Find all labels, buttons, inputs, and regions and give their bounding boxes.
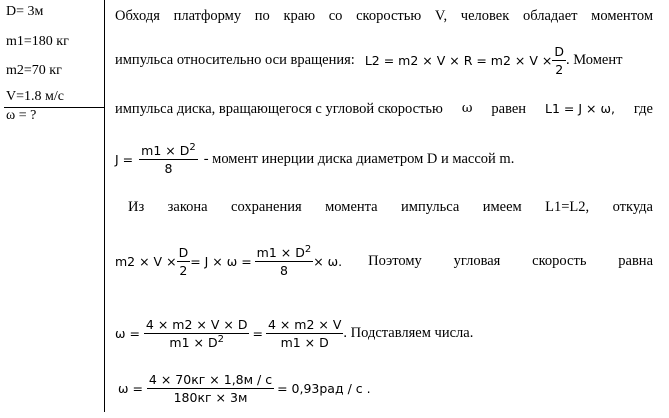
j-prefix: J = — [115, 152, 134, 167]
text-segment: импульса относительно оси вращения: — [115, 52, 355, 68]
fraction-d-over-2 — [552, 43, 566, 78]
given-mass-disk: m1=180 кг — [6, 34, 69, 49]
exponent: 2 — [304, 243, 312, 255]
text-segment: . Момент — [566, 52, 623, 68]
exponent: 2 — [189, 141, 196, 153]
fraction-denominator: 180кг × 3м — [173, 390, 248, 405]
fraction-numerator: D — [554, 44, 564, 59]
eq1-right: × ω. — [313, 254, 343, 269]
eq1-text: Поэтому угловая скорость равна — [368, 253, 653, 269]
fraction-numerator — [255, 244, 314, 262]
fraction-denominator: 8 — [279, 263, 288, 278]
paragraph-2: Из закона сохранения момента импульса имеем L1=L2, откуда — [128, 199, 653, 215]
fraction-numerator: 4 × 70кг × 1,8м / с — [148, 372, 273, 387]
fraction-j — [139, 142, 198, 177]
formula-L2: L2 = m2 × V × R = m2 × V × — [364, 53, 553, 68]
eq2-fraction-2 — [266, 316, 343, 351]
fraction-numerator: D — [178, 245, 189, 260]
given-divider-vertical — [104, 0, 105, 412]
moment-of-inertia-line — [115, 142, 514, 177]
eq1-fraction-2 — [255, 244, 314, 279]
formula-L1: L1 = J × ω, — [545, 101, 615, 116]
text-segment: импульса диска, вращающегося с угловой скоростью — [115, 101, 443, 117]
eq3-left: ω = — [118, 381, 143, 396]
eq1-left: m2 × V × — [115, 254, 177, 269]
eq2-equals: = — [252, 326, 263, 341]
paragraph-1-line-1: Обходя платформу по краю со скоростью V, человек обладает моментом — [115, 8, 653, 24]
eq2-fraction-1 — [144, 316, 250, 351]
eq1-middle: = J × ω = — [190, 254, 252, 269]
find-omega: ω = ? — [6, 108, 37, 123]
fraction-numerator — [139, 142, 198, 160]
fraction-denominator: 2 — [555, 62, 564, 77]
text-segment: где — [633, 101, 653, 117]
equation-3-line — [118, 371, 371, 406]
numerator-text: m1 × D — [141, 143, 190, 158]
equation-1-line — [115, 244, 653, 279]
j-description: - момент инерции диска диаметром D и массой m. — [203, 151, 515, 167]
paragraph-1-line-2 — [115, 43, 653, 78]
denominator-text: m1 × D — [169, 335, 218, 350]
given-diameter: D= 3м — [6, 4, 44, 19]
paragraph-1-line-3 — [115, 101, 653, 118]
fraction-denominator: 2 — [179, 263, 188, 278]
eq3-fraction — [147, 371, 274, 406]
eq3-result: = 0,93рад / с . — [277, 381, 371, 396]
eq1-fraction-1 — [177, 244, 191, 279]
fraction-denominator — [144, 334, 250, 351]
fraction-denominator: 8 — [164, 161, 173, 176]
given-velocity: V=1.8 м/с — [6, 89, 64, 104]
eq2-left: ω = — [115, 326, 140, 341]
omega-symbol: ω — [461, 101, 473, 116]
exponent: 2 — [217, 333, 224, 345]
fraction-numerator: 4 × m2 × V — [267, 317, 342, 332]
fraction-numerator: 4 × m2 × V × D — [145, 317, 248, 332]
given-mass-person: m2=70 кг — [6, 63, 62, 78]
text-segment: равен — [491, 101, 527, 117]
numerator-text: m1 × D — [256, 245, 305, 260]
fraction-denominator: m1 × D — [280, 335, 329, 350]
eq2-text: . Подставляем числа. — [343, 325, 474, 341]
equation-2-line — [115, 316, 473, 351]
